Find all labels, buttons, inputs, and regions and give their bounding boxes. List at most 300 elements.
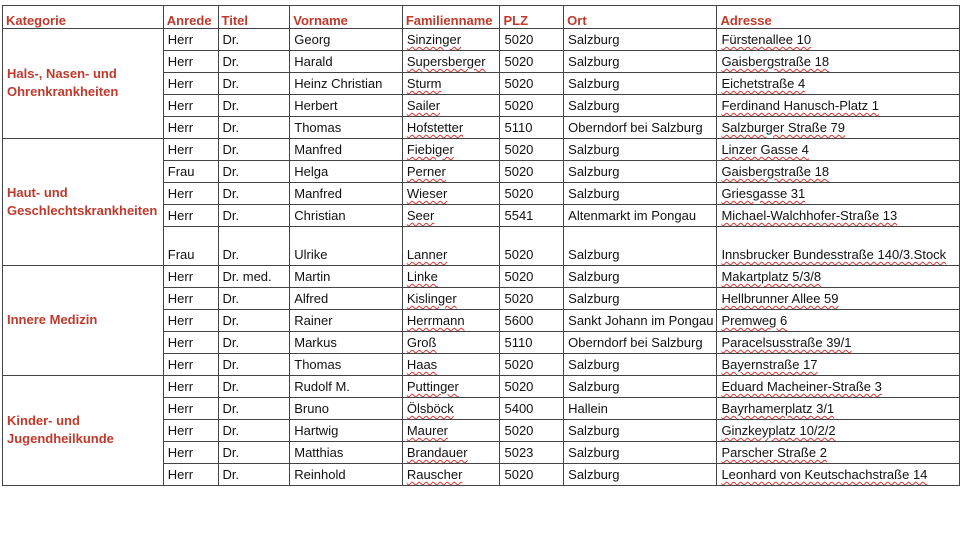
cell-adresse [717,51,960,73]
titel-text: Dr. [222,247,240,262]
familienname-text: Hofstetter [406,120,464,135]
adresse-text: Ferdinand Hanusch-Platz 1 [721,98,879,113]
anrede-text: Frau [167,247,195,262]
ort-text: Salzburg [568,445,620,460]
titel-text: Dr. [222,423,240,438]
titel-text: Dr. med. [222,269,272,284]
adresse-text: Salzburger Straße 79 [721,120,846,135]
plz-text: 5020 [504,467,534,482]
cell-ort [564,117,717,139]
cell-titel [218,376,290,398]
column-header-plz: PLZ [500,6,564,29]
category-cell: Kinder- und Jugendheilkunde [3,376,164,486]
cell-plz [500,332,564,354]
column-header-adresse: Adresse [717,6,960,29]
titel-text: Dr. [222,76,240,91]
ort-text: Salzburg [568,164,620,179]
adresse-text: Gaisbergstraße 18 [721,54,830,69]
cell-plz [500,161,564,183]
plz-text: 5020 [504,247,534,262]
column-header-titel: Titel [218,6,290,29]
cell-anrede [163,464,218,486]
vorname-text: Thomas [294,357,342,372]
ort-text: Sankt Johann im Pongau [568,313,714,328]
cell-adresse [717,442,960,464]
ort-text: Salzburg [568,269,620,284]
anrede-text: Herr [167,32,194,47]
cell-vorname [290,332,403,354]
titel-text: Dr. [222,335,240,350]
cell-ort [564,266,717,288]
vorname-text: Bruno [294,401,329,416]
cell-titel [218,464,290,486]
cell-titel [218,95,290,117]
titel-text: Dr. [222,98,240,113]
anrede-text: Herr [167,401,194,416]
anrede-text: Frau [167,164,195,179]
cell-anrede [163,420,218,442]
cell-vorname [290,51,403,73]
cell-ort [564,376,717,398]
adresse-text: Gaisbergstraße 18 [721,164,830,179]
plz-text: 5020 [504,423,534,438]
cell-adresse [717,227,960,266]
anrede-text: Herr [167,269,194,284]
anrede-text: Herr [167,357,194,372]
cell-ort [564,442,717,464]
anrede-text: Herr [167,291,194,306]
familienname-text: Supersberger [406,54,486,69]
vorname-text: Hartwig [294,423,339,438]
cell-vorname [290,29,403,51]
cell-familienname [402,183,500,205]
cell-plz [500,266,564,288]
cell-vorname [290,398,403,420]
cell-plz [500,398,564,420]
cell-anrede [163,398,218,420]
vorname-text: Matthias [294,445,344,460]
cell-anrede [163,442,218,464]
cell-adresse [717,464,960,486]
titel-text: Dr. [222,186,240,201]
cell-plz [500,376,564,398]
cell-anrede [163,139,218,161]
ort-text: Salzburg [568,98,620,113]
cell-adresse [717,183,960,205]
plz-text: 5400 [504,401,534,416]
cell-anrede [163,332,218,354]
cell-adresse [717,354,960,376]
cell-plz [500,73,564,95]
familienname-text: Sailer [406,98,441,113]
cell-plz [500,95,564,117]
adresse-text: Michael-Walchhofer-Straße 13 [721,208,898,223]
titel-text: Dr. [222,467,240,482]
familienname-text: Haas [406,357,438,372]
familienname-text: Sturm [406,76,442,91]
cell-ort [564,205,717,227]
category-cell: Innere Medizin [3,266,164,376]
cell-vorname [290,376,403,398]
table-row [3,29,960,51]
titel-text: Dr. [222,401,240,416]
cell-familienname [402,95,500,117]
adresse-text: Makartplatz 5/3/8 [721,269,822,284]
cell-titel [218,420,290,442]
familienname-text: Sinzinger [406,32,462,47]
ort-text: Salzburg [568,54,620,69]
cell-titel [218,227,290,266]
adresse-text: Fürstenallee 10 [721,32,812,47]
ort-text: Salzburg [568,142,620,157]
cell-ort [564,420,717,442]
plz-text: 5600 [504,313,534,328]
familienname-text: Herrmann [406,313,465,328]
cell-vorname [290,73,403,95]
cell-anrede [163,29,218,51]
cell-adresse [717,95,960,117]
cell-plz [500,117,564,139]
plz-text: 5020 [504,186,534,201]
cell-vorname [290,288,403,310]
familienname-text: Kislinger [406,291,457,306]
anrede-text: Herr [167,76,194,91]
titel-text: Dr. [222,120,240,135]
ort-text: Salzburg [568,423,620,438]
cell-titel [218,73,290,95]
cell-vorname [290,420,403,442]
cell-familienname [402,376,500,398]
cell-adresse [717,205,960,227]
familienname-text: Brandauer [406,445,468,460]
cell-ort [564,183,717,205]
cell-familienname [402,73,500,95]
cell-titel [218,51,290,73]
cell-anrede [163,95,218,117]
adresse-text: Hellbrunner Allee 59 [721,291,839,306]
ort-text: Hallein [568,401,608,416]
cell-ort [564,227,717,266]
cell-ort [564,73,717,95]
plz-text: 5020 [504,32,534,47]
vorname-text: Rudolf M. [294,379,350,394]
plz-text: 5020 [504,164,534,179]
cell-titel [218,205,290,227]
cell-vorname [290,117,403,139]
familienname-text: Wieser [406,186,448,201]
cell-adresse [717,420,960,442]
doctor-directory-table [2,5,960,486]
anrede-text: Herr [167,186,194,201]
cell-plz [500,205,564,227]
plz-text: 5110 [504,120,533,135]
cell-adresse [717,266,960,288]
vorname-text: Markus [294,335,337,350]
cell-plz [500,227,564,266]
cell-anrede [163,183,218,205]
familienname-text: Seer [406,208,435,223]
cell-titel [218,310,290,332]
cell-adresse [717,376,960,398]
vorname-text: Herbert [294,98,338,113]
titel-text: Dr. [222,142,240,157]
table-row [3,139,960,161]
cell-adresse [717,161,960,183]
vorname-text: Heinz Christian [294,76,383,91]
cell-familienname [402,354,500,376]
table-row [3,266,960,288]
familienname-text: Fiebiger [406,142,454,157]
anrede-text: Herr [167,423,194,438]
category-cell: Haut- und Geschlechtskrankheiten [3,139,164,266]
cell-anrede [163,376,218,398]
titel-text: Dr. [222,32,240,47]
ort-text: Altenmarkt im Pongau [568,208,697,223]
cell-ort [564,464,717,486]
cell-anrede [163,227,218,266]
header-row [3,6,960,29]
cell-familienname [402,117,500,139]
cell-plz [500,442,564,464]
cell-titel [218,161,290,183]
cell-titel [218,288,290,310]
titel-text: Dr. [222,379,240,394]
ort-text: Salzburg [568,32,620,47]
cell-vorname [290,227,403,266]
vorname-text: Alfred [294,291,329,306]
cell-vorname [290,464,403,486]
table-body [3,29,960,486]
cell-titel [218,183,290,205]
table-row [3,376,960,398]
titel-text: Dr. [222,54,240,69]
cell-titel [218,398,290,420]
cell-anrede [163,51,218,73]
familienname-text: Ölsböck [406,401,454,416]
vorname-text: Manfred [294,186,342,201]
column-header-anrede: Anrede [163,6,218,29]
plz-text: 5020 [504,98,534,113]
anrede-text: Herr [167,142,194,157]
ort-text: Oberndorf bei Salzburg [568,120,703,135]
cell-familienname [402,161,500,183]
plz-text: 5541 [504,208,534,223]
cell-anrede [163,288,218,310]
cell-familienname [402,139,500,161]
cell-vorname [290,354,403,376]
cell-ort [564,29,717,51]
cell-adresse [717,288,960,310]
table-header [3,6,960,29]
adresse-text: Innsbrucker Bundesstraße 140/3.Stock [721,247,947,262]
anrede-text: Herr [167,445,194,460]
plz-text: 5110 [504,335,533,350]
cell-familienname [402,310,500,332]
cell-vorname [290,310,403,332]
cell-vorname [290,205,403,227]
cell-vorname [290,183,403,205]
familienname-text: Rauscher [406,467,463,482]
cell-familienname [402,464,500,486]
cell-adresse [717,73,960,95]
cell-ort [564,51,717,73]
plz-text: 5020 [504,54,534,69]
cell-familienname [402,420,500,442]
cell-anrede [163,354,218,376]
anrede-text: Herr [167,467,194,482]
cell-plz [500,420,564,442]
ort-text: Salzburg [568,186,620,201]
familienname-text: Linke [406,269,438,284]
column-header-kategorie: Kategorie [3,6,164,29]
cell-adresse [717,398,960,420]
cell-familienname [402,51,500,73]
category-cell: Hals-, Nasen- und Ohrenkrankheiten [3,29,164,139]
adresse-text: Bayernstraße 17 [721,357,818,372]
cell-titel [218,354,290,376]
anrede-text: Herr [167,120,194,135]
column-header-ort: Ort [564,6,717,29]
vorname-text: Ulrike [294,247,328,262]
cell-familienname [402,266,500,288]
adresse-text: Eichetstraße 4 [721,76,806,91]
cell-anrede [163,310,218,332]
cell-ort [564,332,717,354]
familienname-text: Lanner [406,247,448,262]
adresse-text: Paracelsusstraße 39/1 [721,335,852,350]
cell-ort [564,161,717,183]
plz-text: 5020 [504,357,534,372]
cell-familienname [402,332,500,354]
ort-text: Salzburg [568,76,620,91]
anrede-text: Herr [167,379,194,394]
column-header-vorname: Vorname [290,6,403,29]
vorname-text: Rainer [294,313,333,328]
cell-ort [564,398,717,420]
plz-text: 5020 [504,291,534,306]
adresse-text: Parscher Straße 2 [721,445,827,460]
column-header-familienname: Familienname [402,6,500,29]
cell-adresse [717,29,960,51]
cell-vorname [290,161,403,183]
cell-plz [500,288,564,310]
vorname-text: Christian [294,208,346,223]
ort-text: Salzburg [568,291,620,306]
anrede-text: Herr [167,98,194,113]
titel-text: Dr. [222,291,240,306]
cell-plz [500,464,564,486]
familienname-text: Perner [406,164,446,179]
cell-titel [218,442,290,464]
cell-ort [564,288,717,310]
vorname-text: Harald [294,54,333,69]
cell-titel [218,117,290,139]
plz-text: 5020 [504,269,534,284]
plz-text: 5020 [504,76,534,91]
familienname-text: Maurer [406,423,449,438]
cell-plz [500,310,564,332]
vorname-text: Thomas [294,120,342,135]
familienname-text: Puttinger [406,379,459,394]
adresse-text: Premweg 6 [721,313,788,328]
adresse-text: Ginzkeyplatz 10/2/2 [721,423,836,438]
ort-text: Oberndorf bei Salzburg [568,335,703,350]
cell-titel [218,29,290,51]
cell-familienname [402,288,500,310]
vorname-text: Manfred [294,142,342,157]
cell-plz [500,139,564,161]
ort-text: Salzburg [568,247,620,262]
vorname-text: Martin [294,269,331,284]
cell-plz [500,183,564,205]
cell-anrede [163,117,218,139]
cell-ort [564,95,717,117]
cell-familienname [402,442,500,464]
ort-text: Salzburg [568,467,620,482]
familienname-text: Groß [406,335,437,350]
adresse-text: Bayrhamerplatz 3/1 [721,401,835,416]
anrede-text: Herr [167,313,194,328]
cell-vorname [290,139,403,161]
anrede-text: Herr [167,335,194,350]
adresse-text: Eduard Macheiner-Straße 3 [721,379,882,394]
cell-titel [218,266,290,288]
vorname-text: Reinhold [294,467,346,482]
cell-ort [564,139,717,161]
cell-familienname [402,205,500,227]
adresse-text: Griesgasse 31 [721,186,806,201]
cell-familienname [402,29,500,51]
cell-plz [500,29,564,51]
titel-text: Dr. [222,313,240,328]
cell-anrede [163,205,218,227]
cell-plz [500,354,564,376]
plz-text: 5023 [504,445,534,460]
cell-vorname [290,442,403,464]
adresse-text: Linzer Gasse 4 [721,142,809,157]
cell-titel [218,139,290,161]
vorname-text: Georg [294,32,331,47]
cell-anrede [163,266,218,288]
cell-anrede [163,161,218,183]
cell-vorname [290,266,403,288]
titel-text: Dr. [222,208,240,223]
cell-adresse [717,310,960,332]
cell-familienname [402,398,500,420]
cell-adresse [717,139,960,161]
cell-adresse [717,332,960,354]
titel-text: Dr. [222,164,240,179]
cell-familienname [402,227,500,266]
plz-text: 5020 [504,142,534,157]
vorname-text: Helga [294,164,329,179]
titel-text: Dr. [222,357,240,372]
titel-text: Dr. [222,445,240,460]
cell-plz [500,51,564,73]
ort-text: Salzburg [568,357,620,372]
anrede-text: Herr [167,208,194,223]
cell-anrede [163,73,218,95]
cell-ort [564,354,717,376]
cell-titel [218,332,290,354]
cell-ort [564,310,717,332]
anrede-text: Herr [167,54,194,69]
plz-text: 5020 [504,379,534,394]
ort-text: Salzburg [568,379,620,394]
cell-adresse [717,117,960,139]
adresse-text: Leonhard von Keutschachstraße 14 [721,467,928,482]
cell-vorname [290,95,403,117]
